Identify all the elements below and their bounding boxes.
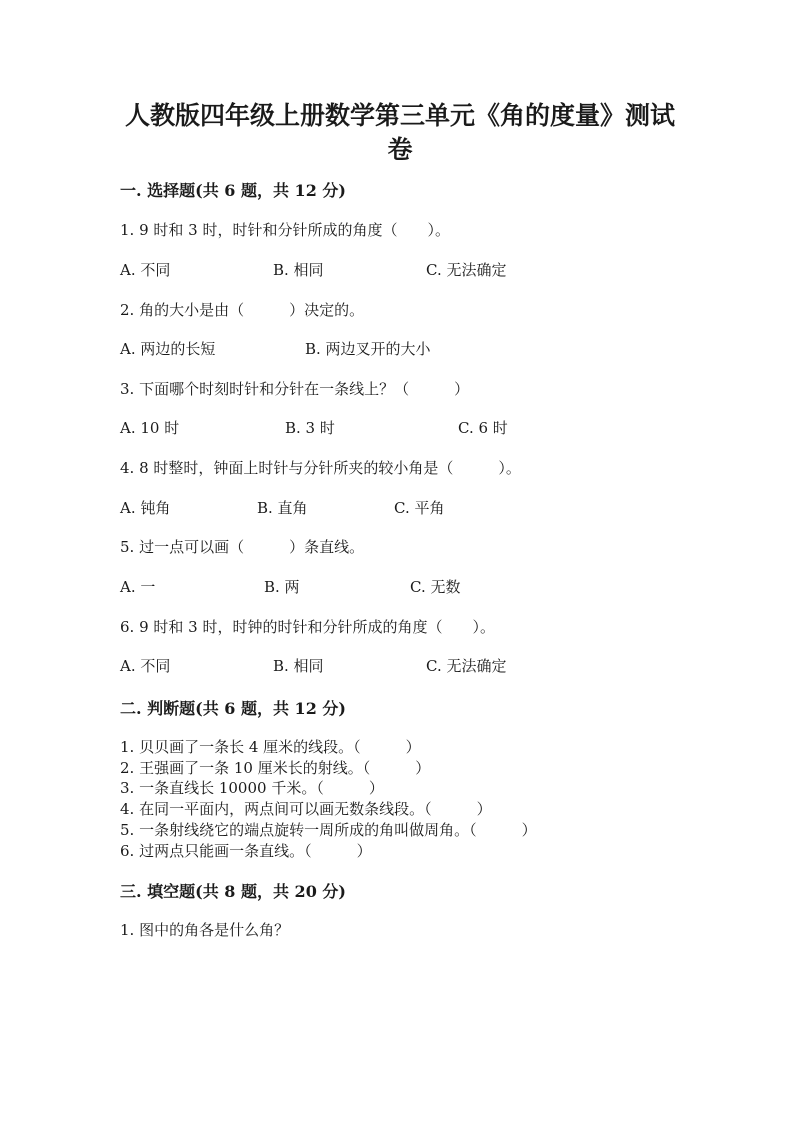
judge-item-2: 2. 王强画了一条 10 厘米长的射线。（ ）	[120, 759, 431, 777]
question-4: 4. 8 时整时，钟面上时针与分针所夹的较小角是（ ）。	[120, 459, 521, 477]
question-3: 3. 下面哪个时刻时针和分针在一条线上？（ ）	[120, 380, 470, 398]
page-title-line2: 卷	[387, 135, 413, 164]
fill-question-1: 1. 图中的角各是什么角？	[120, 921, 290, 939]
q5-option-a: A. 一	[120, 578, 156, 596]
q4-option-c: C. 平角	[394, 499, 445, 517]
judge-item-1: 1. 贝贝画了一条长 4 厘米的线段。（ ）	[120, 738, 421, 756]
question-6: 6. 9 时和 3 时，时钟的时针和分针所成的角度（ ）。	[120, 618, 495, 636]
q1-option-a: A. 不同	[120, 261, 171, 279]
q2-option-a: A. 两边的长短	[120, 340, 216, 358]
question-1: 1. 9 时和 3 时，时针和分针所成的角度（ ）。	[120, 221, 450, 239]
judge-item-3: 3. 一条直线长 10000 千米。（ ）	[120, 779, 384, 797]
q4-option-a: A. 钝角	[120, 499, 171, 517]
judge-item-6: 6. 过两点只能画一条直线。（ ）	[120, 842, 372, 860]
q6-option-c: C. 无法确定	[426, 657, 507, 675]
q2-option-b: B. 两边叉开的大小	[305, 340, 431, 358]
q3-option-a: A. 10 时	[120, 419, 180, 437]
q3-option-b: B. 3 时	[285, 419, 335, 437]
q6-option-a: A. 不同	[120, 657, 171, 675]
judge-item-4: 4. 在同一平面内，两点间可以画无数条线段。（ ）	[120, 800, 492, 818]
q1-option-b: B. 相同	[273, 261, 324, 279]
question-2: 2. 角的大小是由（ ）决定的。	[120, 301, 365, 319]
q5-option-c: C. 无数	[410, 578, 461, 596]
judge-item-5: 5. 一条射线绕它的端点旋转一周所成的角叫做周角。（ ）	[120, 821, 537, 839]
question-5: 5. 过一点可以画（ ）条直线。	[120, 538, 365, 556]
section2-heading: 二. 判断题(共 6 题，共 12 分)	[120, 699, 346, 718]
q1-option-c: C. 无法确定	[426, 261, 507, 279]
section1-heading: 一. 选择题(共 6 题，共 12 分)	[120, 181, 346, 200]
q3-option-c: C. 6 时	[458, 419, 508, 437]
q6-option-b: B. 相同	[273, 657, 324, 675]
q4-option-b: B. 直角	[257, 499, 308, 517]
section3-heading: 三. 填空题(共 8 题，共 20 分)	[120, 882, 346, 901]
q5-option-b: B. 两	[264, 578, 300, 596]
page-title-line1: 人教版四年级上册数学第三单元《角的度量》测试	[124, 101, 675, 130]
